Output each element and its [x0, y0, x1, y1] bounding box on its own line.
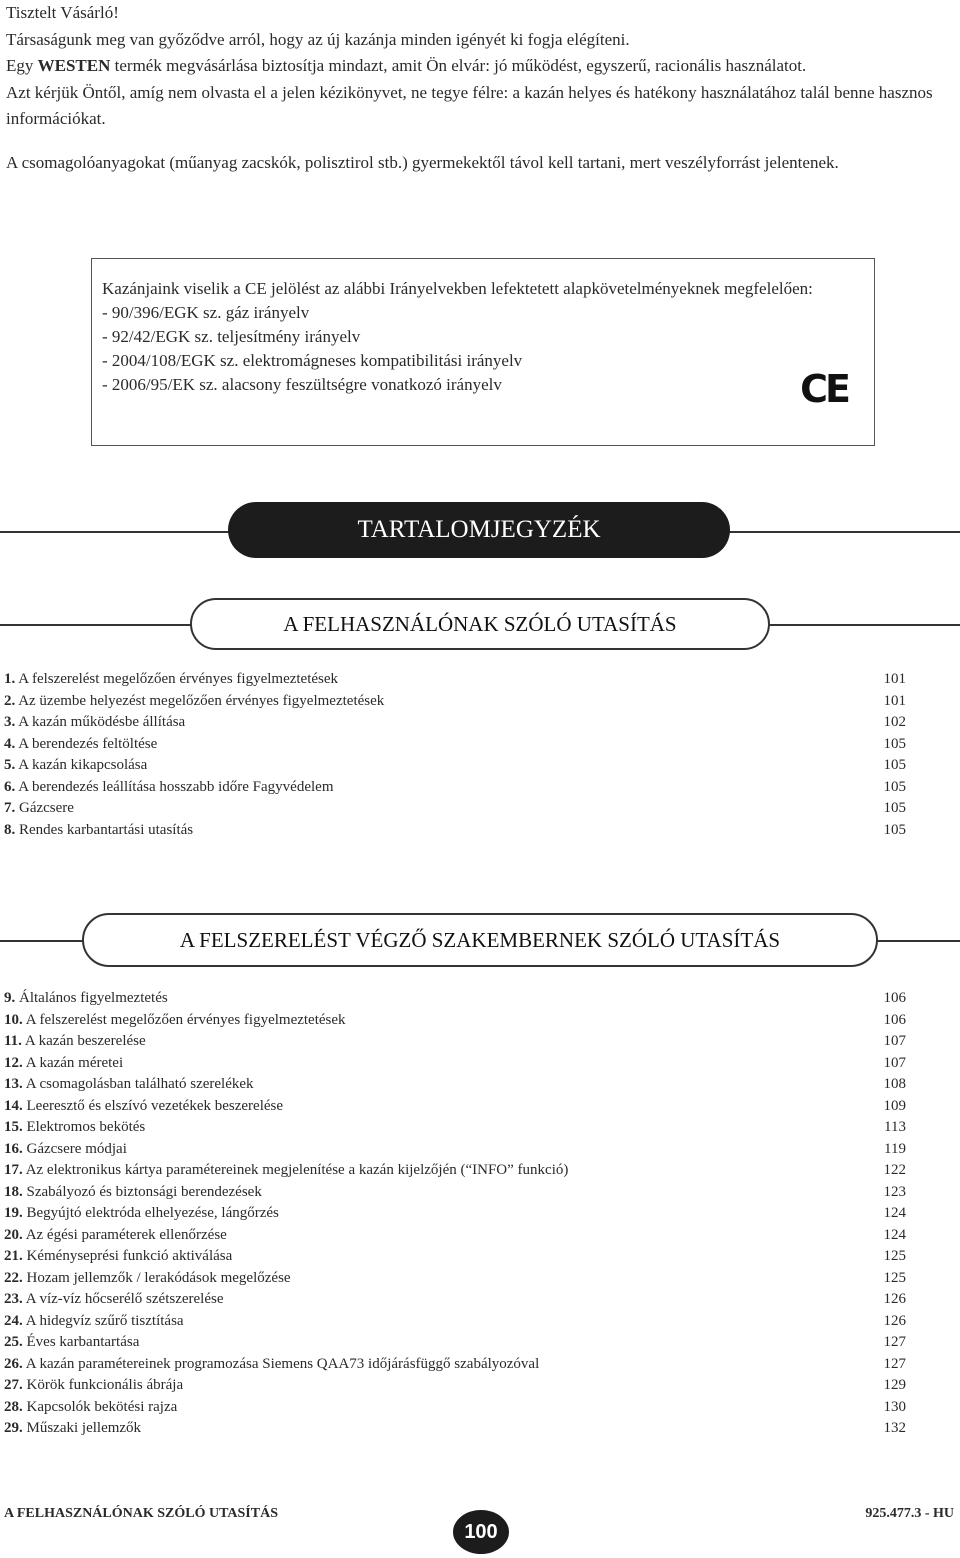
toc-entry-title: A kazán méretei	[25, 1054, 124, 1071]
toc-entry-page: 109	[883, 1097, 906, 1114]
toc-entry-title: Éves karbantartása	[26, 1334, 140, 1350]
intro-paragraph-1: Társaságunk meg van győződve arról, hogy az új kazánja minden igényét ki fogja elégíteni.	[6, 29, 630, 49]
intro-paragraph-3: Azt kérjük Öntől, amíg nem olvasta el a jelen kézikönyvet, ne tegye félre: a kazán helyes és hatékony használatához talál benne hasznos információkat.	[6, 82, 933, 128]
toc-entry-number: 20.	[4, 1226, 23, 1243]
toc-entry	[4, 1268, 906, 1290]
toc-entry	[4, 1031, 906, 1053]
toc-entry-number: 16.	[4, 1140, 23, 1157]
intro-paragraph-2: Egy WESTEN termék megvásárlása biztosítja mindazt, amit Ön elvár: jó működést, egyszerű, racionális használatot.	[6, 56, 807, 75]
toc-entry	[4, 1117, 906, 1139]
toc-entry	[4, 988, 906, 1010]
toc-entry-page: 102	[883, 714, 906, 730]
toc-entry-title: A kazán működésbe állítása	[18, 714, 186, 730]
toc-entry-number: 17.	[4, 1162, 23, 1178]
toc-entry-number: 12.	[4, 1054, 23, 1071]
toc-entry-title: A felszerelést megelőzően érvényes figyelmeztetések	[18, 671, 339, 687]
toc-entry-title: A víz-víz hőcserélő szétszerelése	[25, 1291, 224, 1307]
toc-entry-page: 125	[883, 1269, 906, 1286]
toc-entry	[4, 1354, 906, 1376]
toc-entry-number: 11.	[4, 1033, 22, 1049]
toc-entry	[4, 777, 906, 799]
toc-entry-page: 127	[883, 1334, 906, 1350]
toc-entry-number: 8.	[4, 821, 16, 838]
toc-entry	[4, 691, 906, 713]
toc-entry	[4, 1375, 906, 1397]
toc-entry-title: Szabályozó és biztonsági berendezések	[26, 1183, 262, 1200]
toc-entry-title: Gázcsere módjai	[26, 1140, 127, 1157]
toc-entry	[4, 712, 906, 734]
toc-entry-page: 101	[883, 671, 906, 687]
toc-entry	[4, 755, 906, 777]
toc-entry	[4, 1074, 906, 1096]
toc-entry-page: 122	[883, 1162, 906, 1178]
toc-entry-title: Általános figyelmeztetés	[19, 990, 168, 1006]
toc-entry-number: 2.	[4, 692, 16, 709]
toc-entry-number: 6.	[4, 778, 16, 795]
toc-entry-page: 125	[883, 1248, 906, 1264]
toc-entry-title: A felszerelést megelőzően érvényes figyelmeztetések	[25, 1011, 346, 1028]
toc-entry-number: 15.	[4, 1119, 23, 1135]
toc-entry-page: 124	[883, 1226, 906, 1243]
toc-entry	[4, 1096, 906, 1118]
toc-entry	[4, 1397, 906, 1419]
toc-entry-page: 105	[883, 821, 906, 838]
toc-entry-number: 13.	[4, 1076, 23, 1092]
toc-entry-page: 126	[883, 1291, 906, 1307]
toc-entry-page: 126	[883, 1312, 906, 1329]
toc-entry-page: 132	[883, 1420, 906, 1436]
toc-entry-number: 10.	[4, 1011, 23, 1028]
toc-entry-number: 29.	[4, 1420, 23, 1436]
footer-doc-code: 925.477.3 - HU	[865, 1506, 954, 1521]
toc-entry-title: Kéményseprési funkció aktiválása	[26, 1248, 233, 1264]
toc-user-list	[4, 669, 906, 841]
toc-entry-title: Az elektronikus kártya paramétereinek megjelenítése a kazán kijelzőjén (“INFO” funkció)	[25, 1162, 569, 1178]
ce-declaration-box	[91, 258, 875, 446]
toc-entry-title: Körök funkcionális ábrája	[26, 1377, 184, 1393]
intro-section	[6, 0, 956, 176]
toc-entry-title: Az üzembe helyezést megelőzően érvényes figyelmeztetések	[18, 692, 385, 709]
installer-section-heading: A FELSZERELÉST VÉGZŐ SZAKEMBERNEK SZÓLÓ UTASÍTÁS	[179, 927, 781, 952]
toc-entry-title: Leeresztő és elszívó vezetékek beszerelése	[26, 1097, 284, 1114]
directive-line: - 2004/108/EGK sz. elektromágneses kompatibilitási irányelv	[102, 351, 523, 370]
installer-section-banner	[82, 913, 878, 967]
toc-entry-page: 106	[883, 1011, 906, 1028]
toc-entry-number: 23.	[4, 1291, 23, 1307]
toc-entry-page: 106	[883, 990, 906, 1006]
toc-entry-page: 107	[883, 1033, 906, 1049]
toc-entry-number: 19.	[4, 1205, 23, 1221]
toc-entry-page: 105	[883, 800, 906, 816]
toc-entry	[4, 798, 906, 820]
brand-name: WESTEN	[37, 56, 111, 75]
toc-entry	[4, 1332, 906, 1354]
toc-entry-title: A csomagolásban található szerelékek	[25, 1076, 254, 1092]
ce-mark-logo: CE	[800, 367, 848, 411]
toc-entry-number: 4.	[4, 735, 16, 752]
ce-lead-text: Kazánjaink viselik a CE jelölést az alábbi Irányelvekben lefektetett alapkövetelményeknek megfelelően:	[102, 279, 813, 298]
toc-title-banner	[228, 502, 730, 558]
toc-entry-page: 123	[883, 1183, 906, 1200]
toc-entry-title: Elektromos bekötés	[26, 1119, 146, 1135]
toc-entry-title: A berendezés feltöltése	[18, 735, 158, 752]
toc-entry-page: 105	[883, 757, 906, 773]
toc-entry-number: 1.	[4, 671, 16, 687]
toc-entry-page: 105	[883, 735, 906, 752]
toc-entry-page: 101	[883, 692, 906, 709]
toc-entry	[4, 1225, 906, 1247]
toc-entry	[4, 1203, 906, 1225]
toc-entry-number: 3.	[4, 714, 16, 730]
toc-entry-title: A kazán beszerelése	[24, 1033, 146, 1049]
toc-entry-title: Kapcsolók bekötési rajza	[26, 1398, 178, 1415]
toc-entry	[4, 820, 906, 842]
toc-entry-title: Műszaki jellemzők	[26, 1420, 142, 1436]
toc-entry-number: 28.	[4, 1398, 23, 1415]
toc-entry-page: 129	[883, 1377, 906, 1393]
toc-entry-page: 127	[883, 1355, 906, 1372]
toc-entry-title: A hidegvíz szűrő tisztítása	[25, 1312, 184, 1329]
toc-entry-number: 25.	[4, 1334, 23, 1350]
toc-entry	[4, 1053, 906, 1075]
packaging-warning: A csomagolóanyagokat (műanyag zacskók, polisztirol stb.) gyermekektől távol kell tartani, mert veszélyforrást jelentenek.	[6, 152, 839, 172]
page-number-badge: 100	[453, 1510, 509, 1554]
toc-entry-title: Gázcsere	[19, 800, 74, 816]
toc-entry-number: 22.	[4, 1269, 23, 1286]
toc-entry	[4, 1010, 906, 1032]
toc-entry-number: 27.	[4, 1377, 23, 1393]
toc-entry-page: 105	[883, 778, 906, 795]
toc-entry-page: 124	[883, 1205, 906, 1221]
toc-entry-title: A kazán kikapcsolása	[18, 757, 148, 773]
toc-entry-number: 21.	[4, 1248, 23, 1264]
toc-entry	[4, 1139, 906, 1161]
directive-line: - 2006/95/EK sz. alacsony feszültségre vonatkozó irányelv	[102, 375, 502, 394]
toc-entry-number: 18.	[4, 1183, 23, 1200]
toc-entry-page: 108	[883, 1076, 906, 1092]
directive-line: - 90/396/EGK sz. gáz irányelv	[102, 303, 310, 322]
toc-title: TARTALOMJEGYZÉK	[357, 516, 601, 543]
user-section-banner	[190, 598, 770, 650]
footer-section-label: A FELHASZNÁLÓNAK SZÓLÓ UTASÍTÁS	[4, 1506, 278, 1521]
toc-entry	[4, 1246, 906, 1268]
toc-entry-title: A kazán paramétereinek programozása Siemens QAA73 időjárásfüggő szabályozóval	[25, 1355, 540, 1372]
toc-entry-title: A berendezés leállítása hosszabb időre Fagyvédelem	[18, 778, 334, 795]
toc-entry	[4, 1182, 906, 1204]
toc-entry-number: 7.	[4, 800, 16, 816]
toc-entry-page: 113	[884, 1119, 906, 1135]
toc-entry-title: Rendes karbantartási utasítás	[19, 821, 194, 838]
toc-entry-title: Az égési paraméterek ellenőrzése	[25, 1226, 227, 1243]
user-section-heading: A FELHASZNÁLÓNAK SZÓLÓ UTASÍTÁS	[283, 611, 677, 636]
toc-entry-number: 24.	[4, 1312, 23, 1329]
toc-entry-number: 5.	[4, 757, 16, 773]
toc-entry-number: 26.	[4, 1355, 23, 1372]
greeting: Tisztelt Vásárló!	[6, 3, 119, 22]
toc-entry-page: 130	[883, 1398, 906, 1415]
toc-installer-list	[4, 988, 906, 1440]
toc-entry	[4, 1289, 906, 1311]
toc-entry-page: 119	[884, 1140, 906, 1157]
toc-entry-title: Hozam jellemzők / lerakódások megelőzése	[26, 1269, 291, 1286]
toc-entry	[4, 1418, 906, 1440]
toc-entry	[4, 669, 906, 691]
toc-entry-number: 9.	[4, 990, 16, 1006]
toc-entry-page: 107	[883, 1054, 906, 1071]
toc-entry	[4, 734, 906, 756]
toc-entry	[4, 1311, 906, 1333]
toc-entry-number: 14.	[4, 1097, 23, 1114]
toc-entry-title: Begyújtó elektróda elhelyezése, lángőrzés	[26, 1205, 279, 1221]
directive-line: - 92/42/EGK sz. teljesítmény irányelv	[102, 327, 361, 346]
toc-entry	[4, 1160, 906, 1182]
